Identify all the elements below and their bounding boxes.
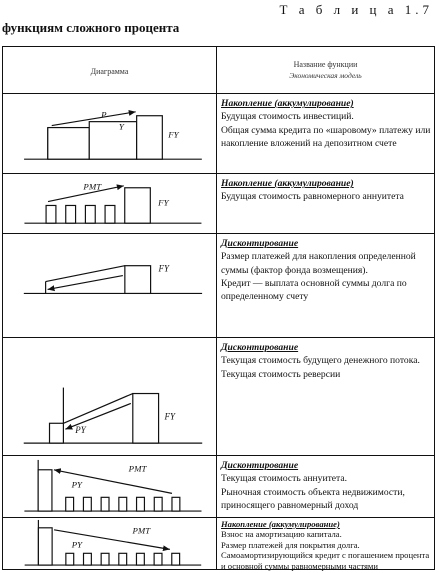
diagram-discounting-sinking-fund [3, 234, 216, 337]
description-line: Текущая стоимость будущего денежного потока. Текущая стоимость реверсии [221, 355, 420, 380]
table-number: Т а б л и ц а 1.7 [279, 2, 433, 17]
page-title: функциям сложного процента [2, 20, 180, 35]
diagram-accumulation-annuity [3, 174, 216, 233]
column-header-function-name: Название функции [293, 60, 358, 69]
function-description [221, 519, 431, 571]
label-pmt: PMT [83, 181, 102, 192]
diagram-discounting-reversion [3, 338, 216, 455]
table-row [3, 517, 434, 569]
function-description [221, 97, 431, 150]
diagram-accumulation-single [3, 94, 216, 173]
description-line: Взнос на амортизацию капитала. [221, 529, 342, 540]
function-name: Накопление (аккумулирование) [221, 519, 340, 529]
function-description [221, 177, 431, 204]
description-line: Рыночная стоимость объекта недвижимости, приносящего равномерный доход [221, 486, 405, 511]
function-description [221, 459, 431, 512]
function-name: Накопление (аккумулирование) [221, 178, 354, 189]
label-py: PY [75, 425, 86, 436]
label-fy: FY [158, 263, 169, 274]
description-line: Размер платежей для покрытия долга. [221, 539, 360, 550]
label-y: Y [118, 121, 124, 132]
function-name: Дисконтирование [221, 342, 299, 353]
label-py: PY [71, 539, 83, 550]
table-row [3, 93, 434, 173]
table-row [3, 233, 434, 337]
table-header-row [3, 47, 434, 93]
label-pmt: PMT [128, 463, 147, 474]
description-line: Текущая стоимость аннуитета. [221, 473, 347, 485]
label-py: PY [71, 479, 82, 490]
description-line: Размер платежей для накопления определенной суммы (фактор фонда возмещения). [221, 251, 416, 276]
label-p: P [101, 109, 107, 120]
label-fy: FY [158, 197, 169, 208]
table-row [3, 337, 434, 455]
description-line: Общая сумма кредита по «шаровому» платежу или накопление вложений на депозитном счете [221, 124, 431, 149]
description-line: Самоамортизирующийся кредит с погашением процента и основной суммы равномерными частями [221, 550, 430, 571]
compound-interest-table [2, 46, 435, 570]
column-header-diagram: Диаграмма [90, 67, 129, 76]
function-description [221, 237, 431, 303]
label-fy: FY [164, 411, 175, 422]
description-line: Будущая стоимость равномерного аннуитета [221, 191, 404, 203]
table-row [3, 455, 434, 517]
description-line: Будущая стоимость инвестиций. [221, 111, 354, 123]
label-pmt: PMT [132, 525, 151, 536]
function-name: Накопление (аккумулирование) [221, 98, 354, 109]
column-header-function [217, 59, 434, 81]
column-header-model: Экономическая модель [289, 71, 362, 80]
table-row [3, 173, 434, 233]
diagram-discounting-annuity [3, 456, 216, 517]
function-description [221, 341, 431, 381]
function-name: Дисконтирование [221, 238, 299, 249]
label-fy: FY [168, 129, 179, 140]
diagram-amortization [3, 518, 216, 569]
description-line: Кредит — выплата основной суммы долга по определенному счету [221, 277, 407, 303]
function-name: Дисконтирование [221, 460, 299, 471]
